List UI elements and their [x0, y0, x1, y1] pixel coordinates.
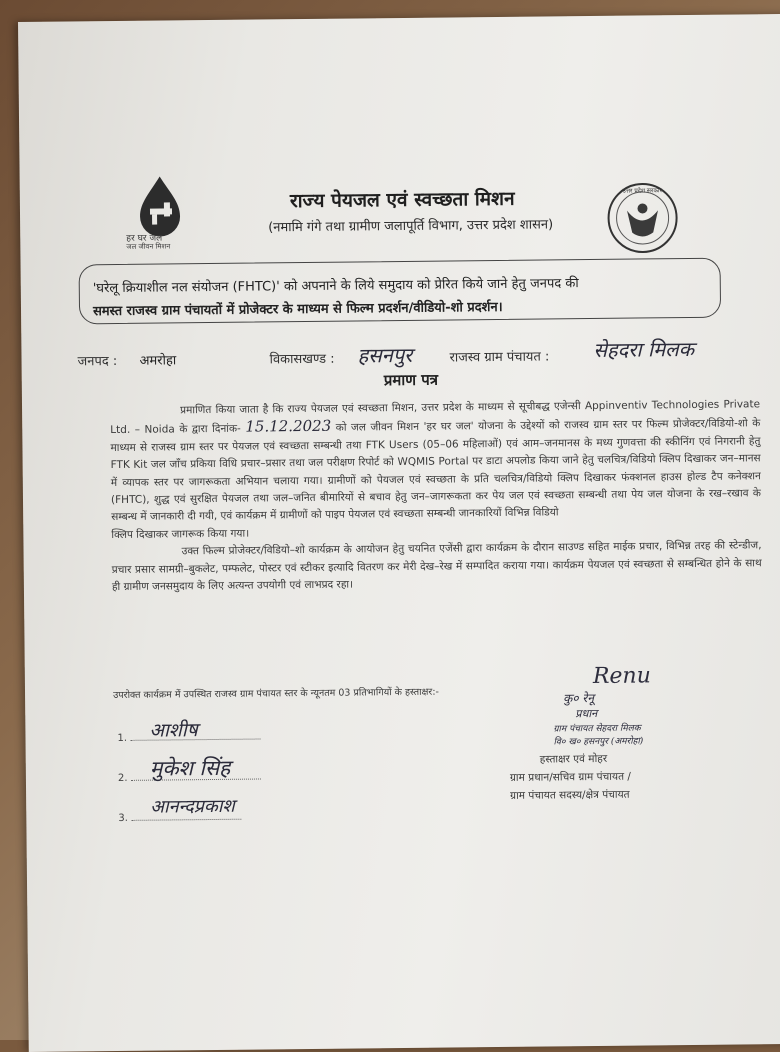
certificate-heading: प्रमाण पत्र: [383, 370, 439, 390]
janpad-value: अमरोहा: [139, 353, 177, 369]
pradhan-role: प्रधान: [575, 706, 598, 721]
paragraph-2: उक्त फिल्म प्रोजेक्टर/विडियो–शो कार्यक्रम के आयोजन हेतु चयनित एजेंसी द्वारा कार्यक्रम के दौरान साउण्ड सहित माईक प्रचार, विभिन्न तरह की स्टेन्डीज, प्रचार प्रसार सामग्री–बुकलेट, पम्फलेट, पोस्टर एवं स्टीकर इत्यादि वितरण कर मेरी देख–रेख में सम्पादित कराया गया। कार्यक्रम पेयजल एवं स्वच्छता से सम्बन्धित होने के साथ ही ग्रामीण जनसमुदाय के लिए अत्यन्त उपयोगी एवं लाभप्रद रहा।: [111, 539, 762, 594]
paragraph-1-rest: को जल जीवन मिशन 'हर घर जल' योजना के उद्देश्यों को राजस्व ग्राम स्तर पर फिल्म प्रोजेक्टर/विडियो-शो के माध्यम से राजस्व ग्राम स्तर पर पेयजल एवं स्वच्छता सम्बन्धी तथा FTK Users (05–06 महिलाओं) एवं आम–जनमानस के मध्य गुणवत्ता की स्कीनिंग एवं निगरानी हेतु FTK Kit जल जाँच प्रकिया विधि प्रचार–प्रसार तथा जल परीक्षण रिपोर्ट को WQMIS Portal पर डाटा अपलोड किया जाने हेतु चलचित्र/विडियो क्लिप दिखाकर जन–मानस में व्यापक स्तर पर जागरूकता अभियान चलाया गया। ग्रामीणों को पेयजल एवं स्वच्छता के प्रति चलचित्र/विडियो क्लिप दिखाकर फंक्शनल हाउस होल्ड टैप कनेक्शन (FHTC), शुद्ध एवं सुरक्षित पेयजल तथा जल–जनित बीमारियों से बचाव हेतु जन–जागरूकता कर पेय जल एवं स्वच्छता सम्बन्धी तथा पेय जल योजना के रख–रखाव के सम्बन्ध में जानकारी दी गयी, एवं कार्यक्रम में ग्रामीणों को पाइप पेयजल एवं स्वच्छता सम्बन्धी जानकारियों विभिन्न विडियो: [110, 417, 762, 524]
signature-number-2: 2.: [117, 772, 128, 784]
certificate-body: [110, 396, 762, 596]
paragraph-1-start: प्रमाणित किया जाता है कि राज्य पेयजल एवं स्वच्छता मिशन, उत्तर प्रदेश के माध्यम से सूचीबद्ध एजेन्सी Appinventiv Technologies Private Ltd. – Noida के द्वारा दिनांक-: [110, 398, 761, 437]
pradhan-signature: Renu: [592, 663, 651, 690]
signatory-designation-2: ग्राम पंचायत सदस्य/क्षेत्र पंचायत: [510, 788, 630, 802]
banner-line-1: 'घरेलू क्रियाशील नल संयोजन (FHTC)' को अपनाने के लिये समुदाय को प्रेरित किये जाने हेतु जनपद की: [92, 276, 579, 297]
pradhan-stamp: [553, 663, 694, 747]
up-govt-emblem: [605, 180, 681, 256]
stamp-line-4: वि० ख० हसनपुर (अमरोहा): [553, 736, 644, 748]
participant-signature-3: आनन्दप्रकाश: [150, 795, 235, 818]
stamp-line-3: ग्राम पंचायत सेहदरा मिलक: [553, 723, 641, 735]
signatory-designation-1: ग्राम प्रधान/सचिव ग्राम पंचायत /: [509, 770, 631, 784]
logo-text-jal-jeevan: जल जीवन मिशन: [126, 242, 171, 251]
vikaskhand-value: हसनपुर: [357, 342, 413, 368]
page-subtitle: (नमामि गंगे तथा ग्रामीण जलापूर्ति विभाग, उत्तर प्रदेश शासन): [268, 217, 554, 236]
vikaskhand-label: विकासखण्ड :: [269, 351, 335, 368]
gram-panchayat-label: राजस्व ग्राम पंचायत :: [449, 349, 550, 366]
participants-intro: उपरोक्त कार्यक्रम में उपस्थित राजस्व ग्राम पंचायत स्तर के न्यूनतम 03 प्रतिभागियों के हस्ताक्षर:-: [113, 686, 439, 702]
banner-line-2: समस्त राजस्व ग्राम पंचायतों में प्रोजेक्टर के माध्यम से फिल्म प्रदर्शन/वीडियो-शो प्रदर्शन।: [92, 299, 503, 320]
certificate-sheet: [18, 14, 780, 1052]
program-date: 15.12.2023: [245, 417, 332, 437]
signature-number-1: 1.: [117, 732, 128, 744]
sign-and-seal-label: हस्ताक्षर एवं मोहर: [539, 752, 608, 766]
pradhan-name: कु० रेनू: [563, 691, 595, 706]
participant-signature-1: आशीष: [149, 719, 198, 742]
paragraph-1: [110, 396, 761, 527]
emblem-text: उत्तर प्रदेश सरकार: [622, 187, 663, 195]
participant-signature-2: मुकेश सिंह: [149, 755, 231, 781]
janpad-label: जनपद :: [77, 353, 118, 370]
logo-text-har-ghar-jal: हर घर जल: [126, 233, 163, 244]
page-title: राज्य पेयजल एवं स्वच्छता मिशन: [289, 187, 515, 213]
signature-number-3: 3.: [118, 812, 128, 824]
paragraph-1-end: क्लिप दिखाकर जागरूक किया गया।: [111, 527, 250, 541]
gram-panchayat-value: सेहदरा मिलक: [593, 336, 695, 362]
har-ghar-jal-logo: [120, 172, 201, 253]
